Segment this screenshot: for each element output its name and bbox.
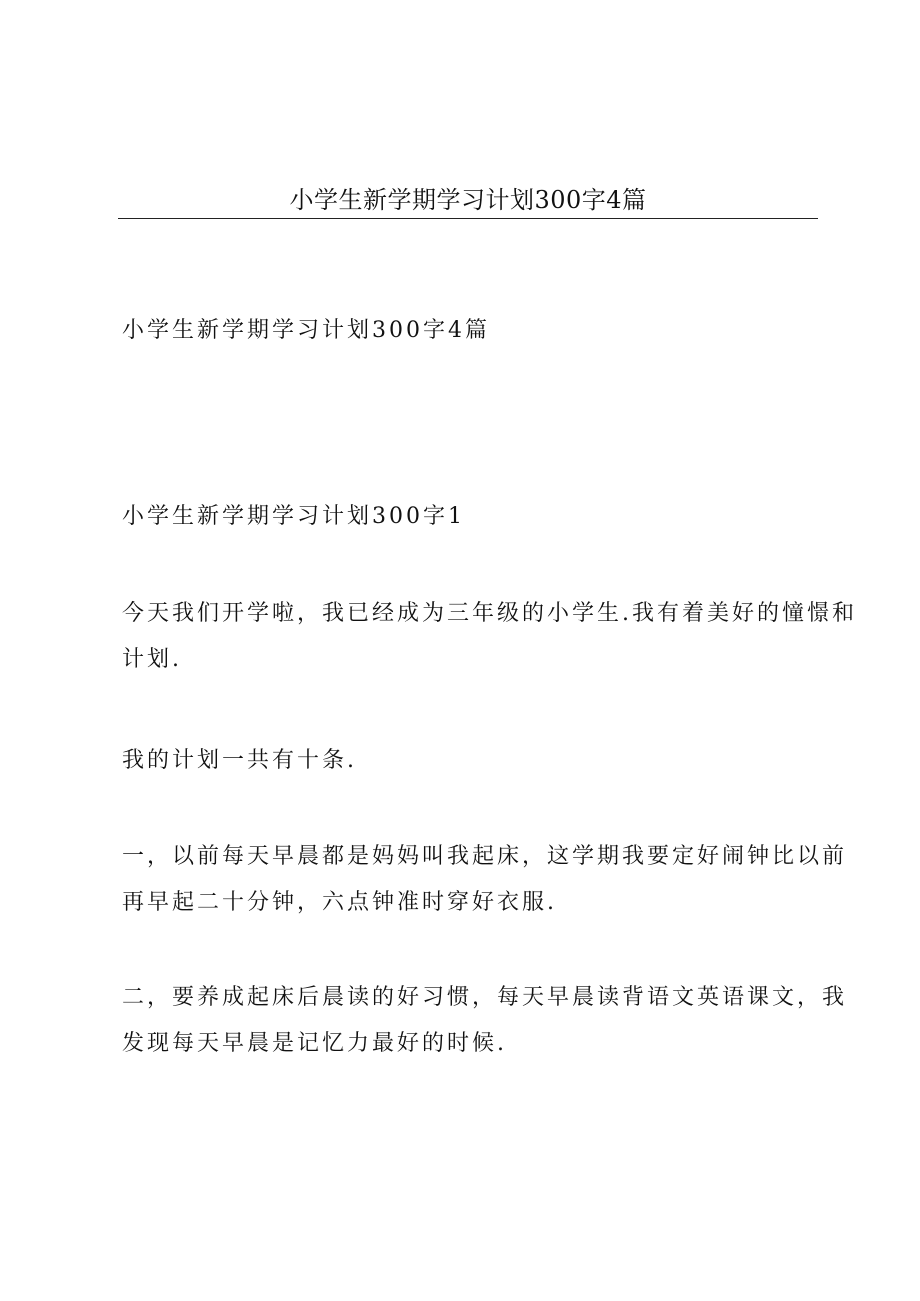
paragraph-1-line-2: 计划. bbox=[122, 647, 182, 672]
paragraph-4-line-1: 二，要养成起床后晨读的好习惯，每天早晨读背语文英语课文，我 bbox=[122, 985, 848, 1010]
paragraph-4 bbox=[122, 975, 848, 1067]
paragraph-3-line-1: 一，以前每天早晨都是妈妈叫我起床，这学期我要定好闹钟比以前 bbox=[122, 844, 848, 869]
paragraph-2 bbox=[122, 738, 812, 784]
document-title: 小学生新学期学习计划300字4篇 bbox=[122, 318, 490, 343]
paragraph-3 bbox=[122, 834, 848, 926]
paragraph-3-line-2: 再早起二十分钟，六点钟准时穿好衣服. bbox=[122, 890, 557, 915]
paragraph-1 bbox=[122, 591, 857, 683]
header-title: 小学生新学期学习计划300字4篇 bbox=[289, 186, 647, 214]
page-header bbox=[118, 184, 818, 219]
section-heading: 小学生新学期学习计划300字1 bbox=[122, 504, 465, 529]
paragraph-4-line-2: 发现每天早晨是记忆力最好的时候. bbox=[122, 1031, 507, 1056]
paragraph-2-line-1: 我的计划一共有十条. bbox=[122, 748, 357, 773]
paragraph-1-line-1: 今天我们开学啦，我已经成为三年级的小学生.我有着美好的憧憬和 bbox=[122, 601, 857, 626]
